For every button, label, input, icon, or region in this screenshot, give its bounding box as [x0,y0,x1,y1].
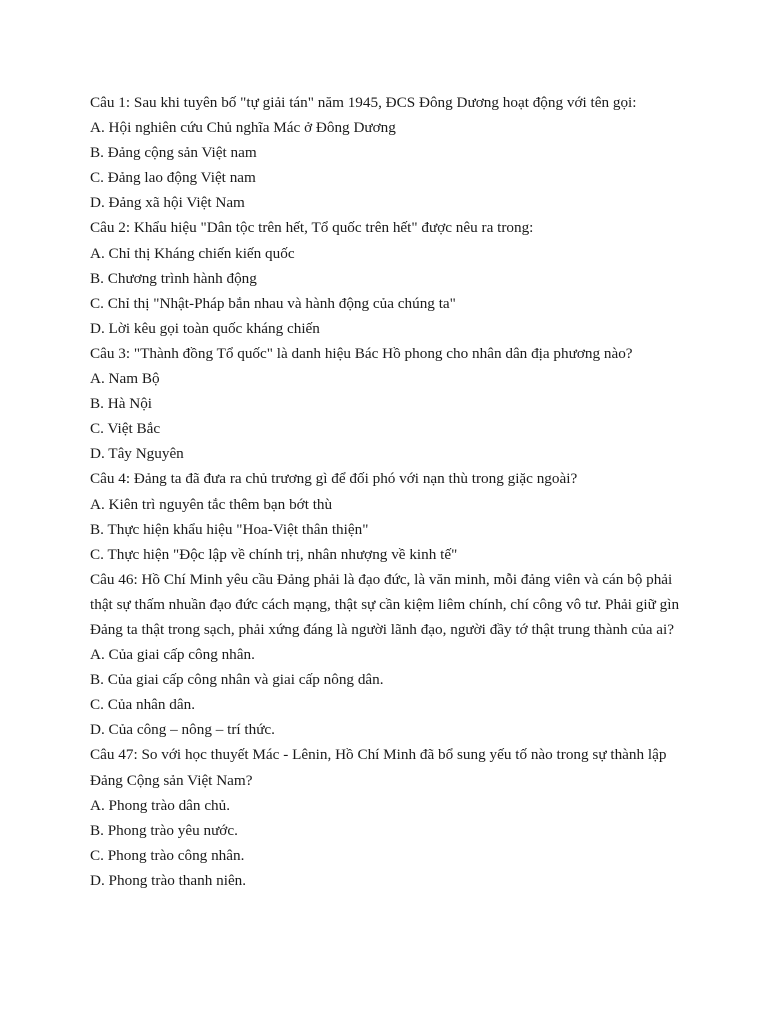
question-47 [90,742,690,893]
question-1 [90,90,690,215]
option-a: A. Hội nghiên cứu Chủ nghĩa Mác ở Đông Dương [90,119,396,137]
option-a: A. Của giai cấp công nhân. [90,646,255,664]
question-2 [90,215,690,340]
question-46 [90,567,690,743]
option-d: D. Phong trào thanh niên. [90,871,247,889]
option-a: A. Chỉ thị Kháng chiến kiến quốc [90,244,295,262]
option-b: B. Hà Nội [90,395,153,413]
option-d: D. Lời kêu gọi toàn quốc kháng chiến [90,319,320,337]
question-3 [90,341,690,466]
option-c: C. Phong trào công nhân. [90,846,245,864]
option-a: A. Kiên trì nguyên tắc thêm bạn bớt thù [90,495,333,513]
question-stem: Câu 2: Khẩu hiệu "Dân tộc trên hết, Tổ quốc trên hết" được nêu ra trong: [90,219,534,237]
option-d: D. Của công – nông – trí thức. [90,721,275,739]
option-d: D. Tây Nguyên [90,445,184,463]
option-b: B. Phong trào yêu nước. [90,821,238,839]
option-b: B. Thực hiện khẩu hiệu "Hoa-Việt thân thiện" [90,520,369,538]
option-b: B. Chương trình hành động [90,269,257,287]
option-c: C. Thực hiện "Độc lập về chính trị, nhân nhượng về kinh tế" [90,545,458,563]
question-stem: Câu 46: Hồ Chí Minh yêu cầu Đảng phải là đạo đức, là văn minh, mỗi đảng viên và cán bộ phải thật sự thấm nhuần đạo đức cách mạng, thật sự cần kiệm liêm chính, chí công vô tư. Phải giữ gìn Đảng ta thật trong sạch, phải xứng đáng là người lãnh đạo, người đầy tớ thật trung thành của ai? [90,570,680,638]
question-4 [90,466,690,566]
option-a: A. Phong trào dân chủ. [90,796,231,814]
question-stem: Câu 47: So với học thuyết Mác - Lênin, Hồ Chí Minh đã bổ sung yếu tố nào trong sự thành lập Đảng Cộng sản Việt Nam? [90,746,667,789]
question-stem: Câu 4: Đảng ta đã đưa ra chủ trương gì để đối phó với nạn thù trong giặc ngoài? [90,470,578,488]
option-d: D. Đảng xã hội Việt Nam [90,194,245,212]
option-c: C. Chỉ thị "Nhật-Pháp bắn nhau và hành động của chúng ta" [90,294,456,312]
option-b: B. Đảng cộng sản Việt nam [90,144,257,162]
option-c: C. Đảng lao động Việt nam [90,169,256,187]
option-c: C. Của nhân dân. [90,696,196,714]
question-stem: Câu 3: "Thành đồng Tổ quốc" là danh hiệu Bác Hồ phong cho nhân dân địa phương nào? [90,344,633,362]
question-stem: Câu 1: Sau khi tuyên bố "tự giải tán" năm 1945, ĐCS Đông Dương hoạt động với tên gọi: [90,94,637,111]
document-page [90,90,690,893]
option-c: C. Việt Bắc [90,420,161,438]
option-b: B. Của giai cấp công nhân và giai cấp nông dân. [90,671,384,689]
option-a: A. Nam Bộ [90,370,160,388]
